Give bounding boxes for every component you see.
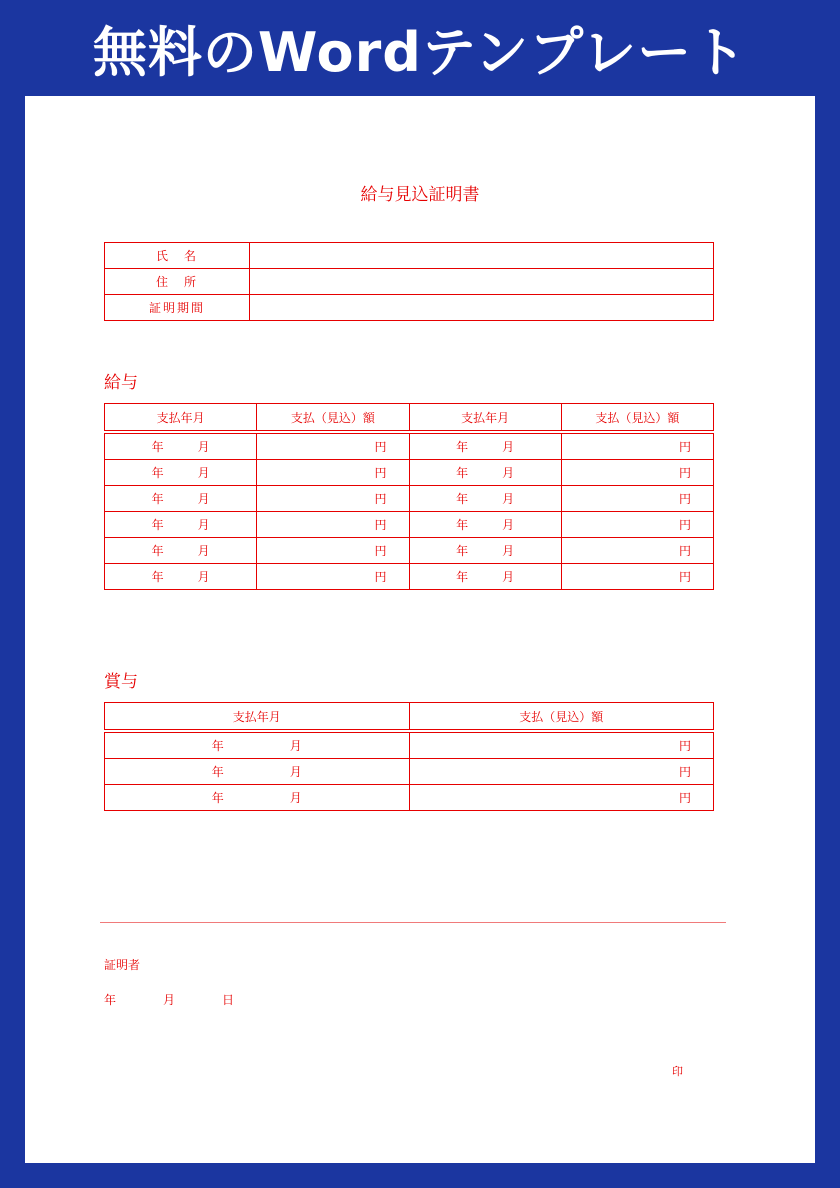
yen-unit: 円	[678, 791, 691, 805]
pay-month-cell[interactable]	[105, 432, 257, 460]
year-month	[105, 763, 409, 780]
name-field[interactable]	[250, 243, 714, 269]
month-unit: 月	[289, 739, 302, 753]
bonus-table	[104, 702, 714, 811]
month-unit: 月	[502, 518, 515, 532]
amount-cell[interactable]	[257, 486, 409, 512]
year-month	[105, 789, 409, 806]
yen-unit: 円	[374, 492, 387, 506]
year-unit: 年	[151, 570, 164, 584]
year-month	[410, 568, 561, 585]
month-unit: 月	[197, 544, 210, 558]
amount-cell[interactable]	[409, 731, 714, 759]
address-field[interactable]	[250, 269, 714, 295]
signature-divider	[100, 922, 726, 923]
salary-header-month: 支払年月	[105, 404, 257, 433]
year-unit: 年	[211, 791, 224, 805]
yen-unit: 円	[374, 544, 387, 558]
pay-month-cell[interactable]	[105, 486, 257, 512]
year-unit: 年	[151, 544, 164, 558]
year-unit: 年	[151, 518, 164, 532]
pay-month-cell[interactable]	[409, 432, 561, 460]
pay-month-cell[interactable]	[409, 538, 561, 564]
year-month	[105, 568, 256, 585]
month-unit: 月	[502, 440, 515, 454]
year-month	[105, 516, 256, 533]
amount-cell[interactable]	[257, 512, 409, 538]
amount-cell[interactable]	[257, 538, 409, 564]
pay-month-cell[interactable]	[105, 759, 410, 785]
amount-cell[interactable]	[257, 564, 409, 590]
info-row-name	[105, 243, 714, 269]
table-row	[105, 432, 714, 460]
yen-unit: 円	[678, 518, 691, 532]
table-row	[105, 538, 714, 564]
year-unit: 年	[151, 466, 164, 480]
table-row	[105, 731, 714, 759]
period-field[interactable]	[250, 295, 714, 321]
salary-section-label: 給与	[104, 373, 138, 393]
amount-cell[interactable]	[561, 460, 713, 486]
year-unit: 年	[456, 466, 469, 480]
year-month	[105, 464, 256, 481]
salary-header-amount: 支払（見込）額	[257, 404, 409, 433]
yen-unit: 円	[374, 518, 387, 532]
pay-month-cell[interactable]	[105, 731, 410, 759]
year-unit: 年	[151, 492, 164, 506]
month-unit: 月	[289, 791, 302, 805]
yen-unit: 円	[678, 544, 691, 558]
document-title: 給与見込証明書	[360, 185, 480, 205]
pay-month-cell[interactable]	[409, 460, 561, 486]
year-unit: 年	[211, 765, 224, 779]
year-month	[410, 490, 561, 507]
table-row	[105, 486, 714, 512]
pay-month-cell[interactable]	[105, 512, 257, 538]
yen-unit: 円	[374, 570, 387, 584]
amount-cell[interactable]	[561, 486, 713, 512]
month-unit: 月	[197, 466, 210, 480]
table-row	[105, 564, 714, 590]
month-unit: 月	[289, 765, 302, 779]
year-unit: 年	[211, 739, 224, 753]
table-row	[105, 460, 714, 486]
month-unit: 月	[197, 440, 210, 454]
pay-month-cell[interactable]	[409, 486, 561, 512]
amount-cell[interactable]	[561, 512, 713, 538]
amount-cell[interactable]	[561, 564, 713, 590]
table-row	[105, 759, 714, 785]
amount-cell[interactable]	[409, 759, 714, 785]
yen-unit: 円	[678, 492, 691, 506]
amount-cell[interactable]	[257, 460, 409, 486]
year-month	[105, 438, 256, 455]
month-unit: 月	[197, 492, 210, 506]
month-unit: 月	[502, 544, 515, 558]
year-month	[410, 542, 561, 559]
year-month	[105, 737, 409, 754]
yen-unit: 円	[678, 739, 691, 753]
pay-month-cell[interactable]	[409, 512, 561, 538]
salary-header-amount: 支払（見込）額	[561, 404, 713, 433]
year-month	[410, 438, 561, 455]
salary-header-row	[105, 404, 714, 433]
bonus-header-month: 支払年月	[105, 703, 410, 732]
pay-month-cell[interactable]	[105, 564, 257, 590]
month-unit: 月	[502, 570, 515, 584]
seal-mark: 印	[672, 1065, 683, 1078]
month-unit: 月	[502, 466, 515, 480]
date-month: 月	[163, 993, 176, 1007]
info-table	[104, 242, 714, 321]
address-label: 住 所	[105, 269, 250, 295]
name-label: 氏 名	[105, 243, 250, 269]
year-unit: 年	[456, 544, 469, 558]
yen-unit: 円	[374, 466, 387, 480]
month-unit: 月	[502, 492, 515, 506]
date-year: 年	[104, 993, 117, 1007]
pay-month-cell[interactable]	[105, 538, 257, 564]
yen-unit: 円	[374, 440, 387, 454]
certifier-label: 証明者	[104, 958, 141, 972]
month-unit: 月	[197, 570, 210, 584]
year-month	[105, 542, 256, 559]
year-month	[410, 464, 561, 481]
year-month	[105, 490, 256, 507]
table-row	[105, 785, 714, 811]
amount-cell[interactable]	[561, 538, 713, 564]
bonus-header-row	[105, 703, 714, 732]
yen-unit: 円	[678, 466, 691, 480]
date-day: 日	[222, 993, 235, 1007]
bonus-header-amount: 支払（見込）額	[409, 703, 714, 732]
yen-unit: 円	[678, 570, 691, 584]
month-unit: 月	[197, 518, 210, 532]
pay-month-cell[interactable]	[105, 460, 257, 486]
year-month	[410, 516, 561, 533]
banner-title: 無料のWordテンプレート	[92, 20, 748, 84]
year-unit: 年	[151, 440, 164, 454]
salary-header-month: 支払年月	[409, 404, 561, 433]
year-unit: 年	[456, 492, 469, 506]
pay-month-cell[interactable]	[105, 785, 410, 811]
year-unit: 年	[456, 518, 469, 532]
table-row	[105, 512, 714, 538]
salary-table	[104, 403, 714, 590]
period-label: 証明期間	[105, 295, 250, 321]
info-row-address	[105, 269, 714, 295]
info-row-period	[105, 295, 714, 321]
year-unit: 年	[456, 440, 469, 454]
yen-unit: 円	[678, 440, 691, 454]
amount-cell[interactable]	[257, 432, 409, 460]
amount-cell[interactable]	[561, 432, 713, 460]
year-unit: 年	[456, 570, 469, 584]
yen-unit: 円	[678, 765, 691, 779]
amount-cell[interactable]	[409, 785, 714, 811]
pay-month-cell[interactable]	[409, 564, 561, 590]
bonus-section-label: 賞与	[104, 672, 138, 692]
